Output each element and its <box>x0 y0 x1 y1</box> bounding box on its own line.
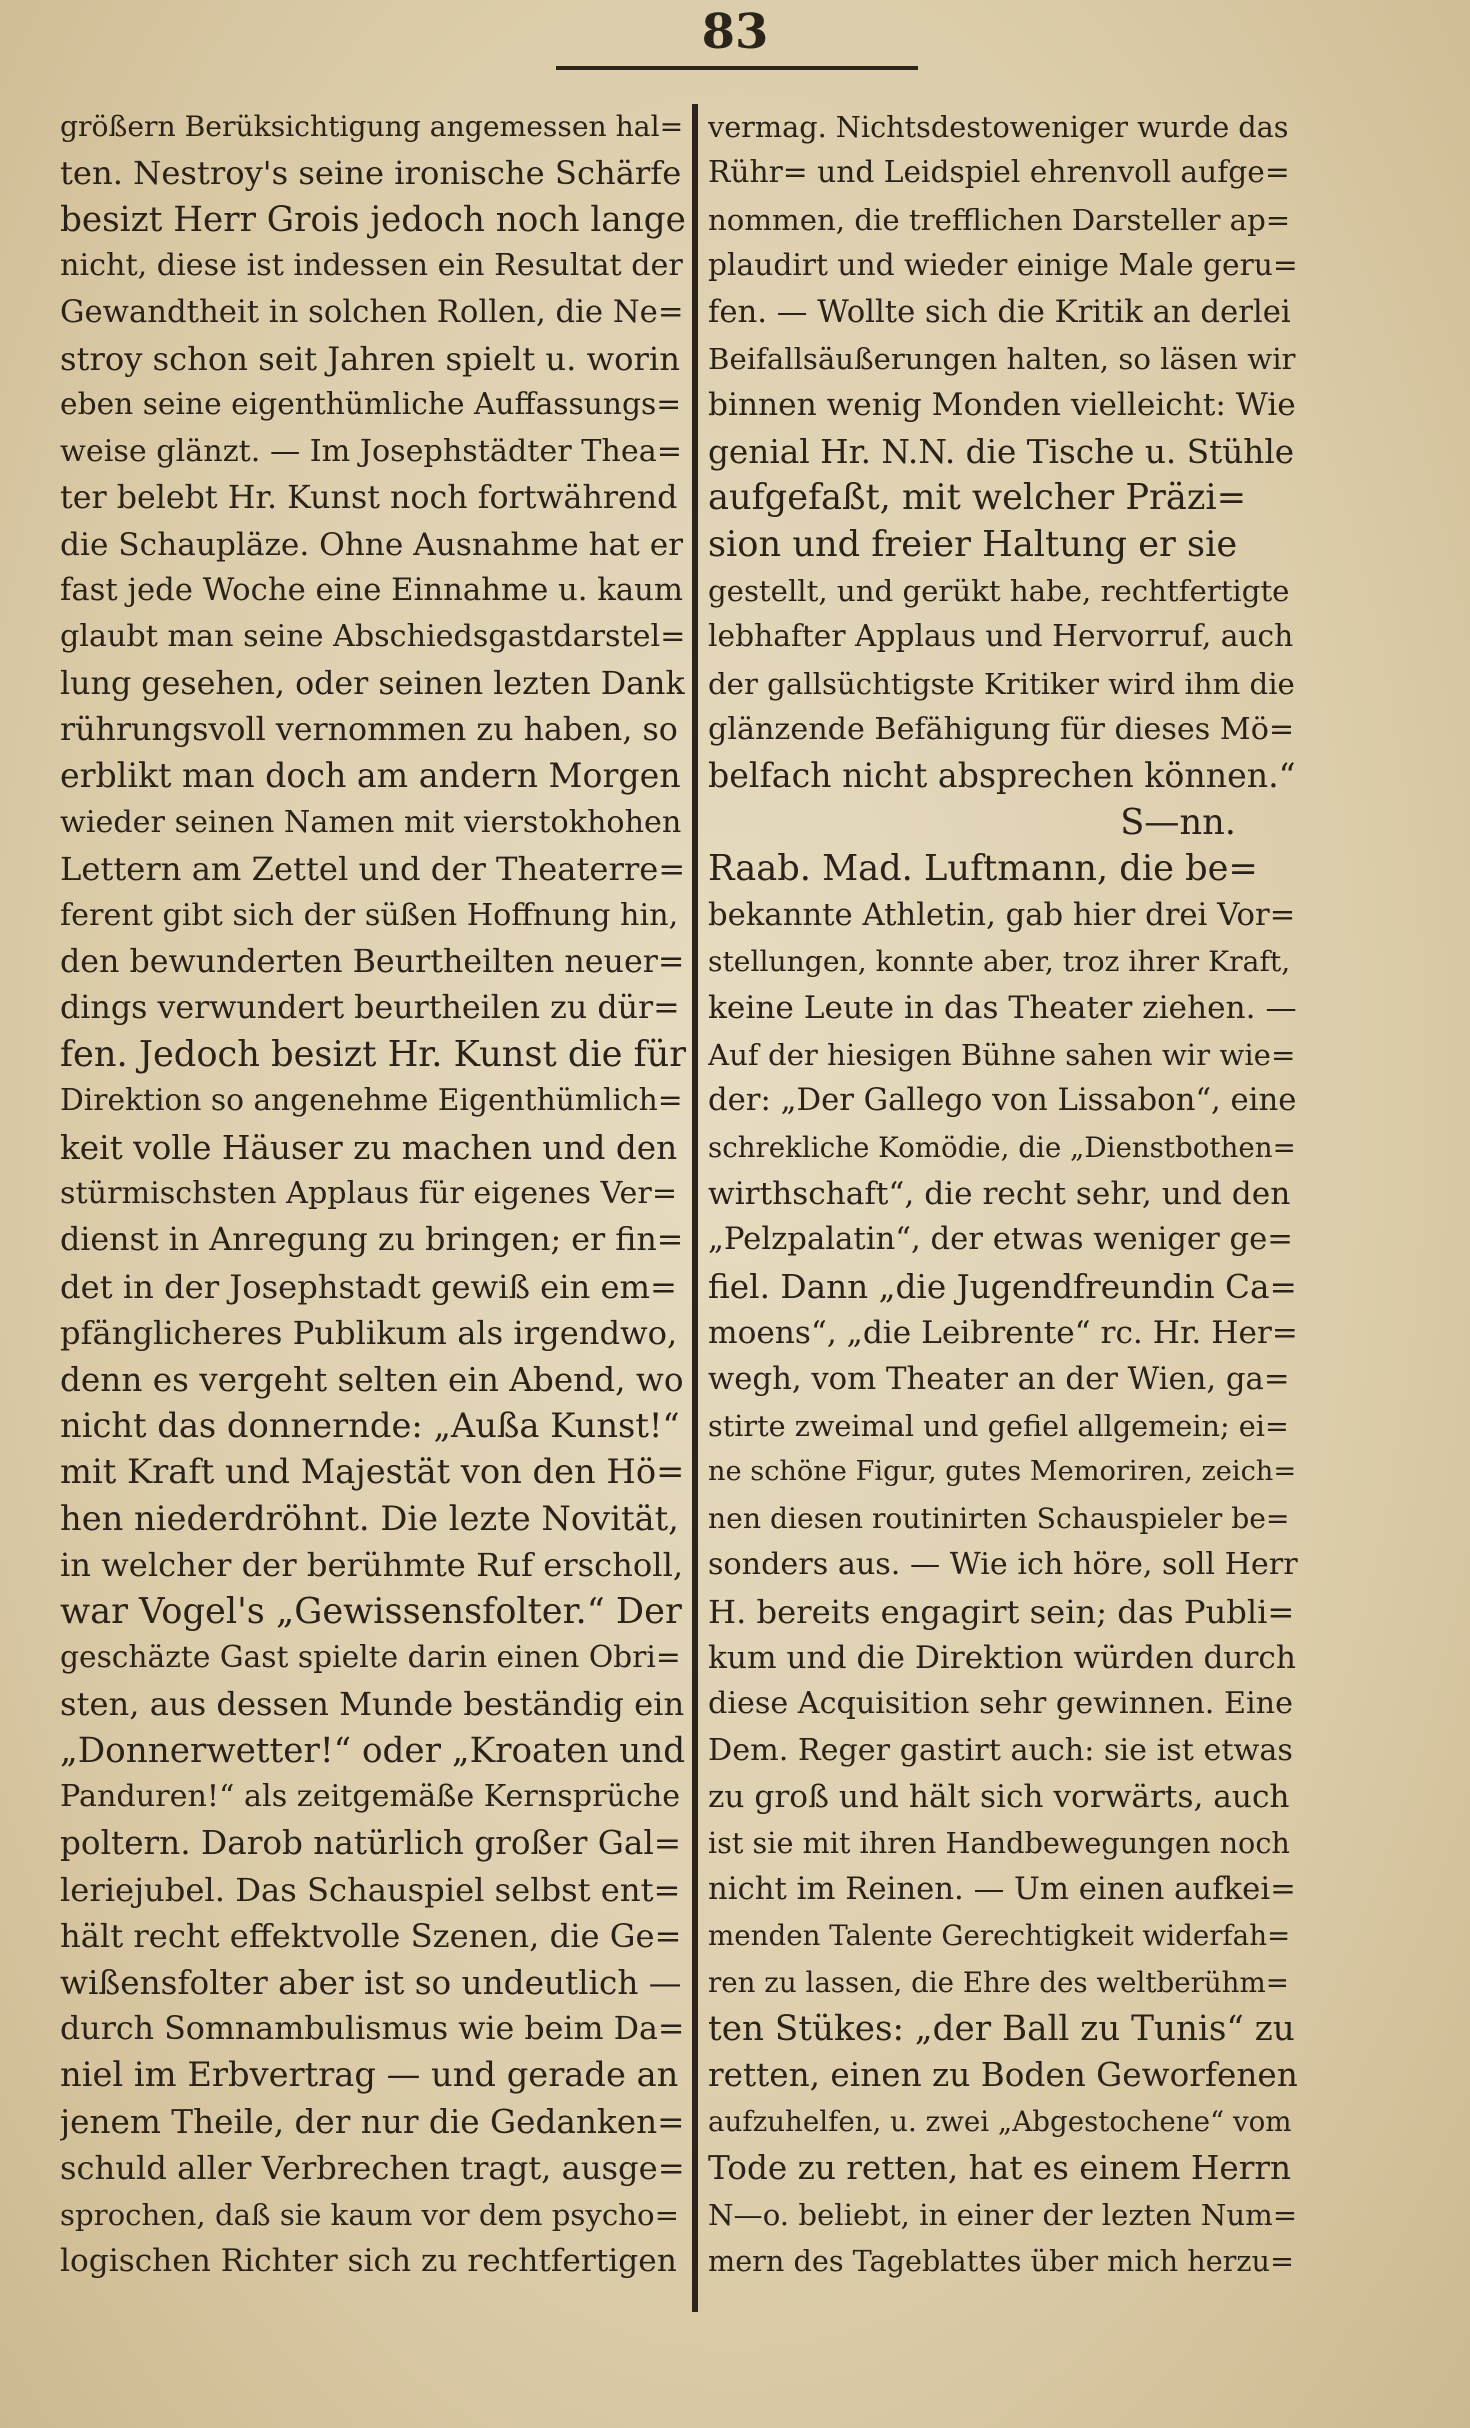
text-line: ist sie mit ihren Handbewegungen noch <box>708 1826 1290 1861</box>
text-line: stirte zweimal und gefiel allgemein; ei= <box>708 1408 1289 1443</box>
text-line: Direktion so angenehme Eigenthümlich= <box>60 1083 683 1119</box>
text-line: nicht im Reinen. — Um einen aufkei= <box>708 1871 1296 1907</box>
text-line: schuld aller Verbrechen tragt, ausge= <box>60 2149 685 2188</box>
text-line: wißensfolter aber ist so undeutlich — <box>60 1963 682 2002</box>
text-line: Panduren!“ als zeitgemäße Kernsprüche <box>60 1779 681 1815</box>
right-text-column <box>708 104 1298 2344</box>
text-line: vermag. Nichtsdestoweniger wurde das <box>708 110 1289 144</box>
text-line: moens“, „die Leibrente“ rc. Hr. Her= <box>708 1315 1298 1352</box>
text-line: nicht, diese ist indessen ein Resultat der <box>60 248 683 284</box>
text-line: stürmischsten Applaus für eigenes Ver= <box>60 1175 678 1211</box>
text-line: nommen, die trefflichen Darsteller ap= <box>708 202 1291 237</box>
text-line: genial Hr. N.N. die Tische u. Stühle <box>708 432 1295 471</box>
text-line: glaubt man seine Abschiedsgastdarstel= <box>60 619 686 655</box>
text-line: det in der Josephstadt gewiß ein em= <box>60 1267 678 1306</box>
text-line: fen. Jedoch besizt Hr. Kunst die für <box>60 1033 686 1075</box>
text-line: H. bereits engagirt sein; das Publi= <box>708 1592 1295 1631</box>
text-line: besizt Herr Grois jedoch noch lange <box>60 199 686 240</box>
text-line: der: „Der Gallego von Lissabon“, eine <box>708 1083 1297 1119</box>
text-line: dienst in Anregung zu bringen; er fin= <box>60 1222 684 1259</box>
text-line: wirthschaft“, die recht sehr, und den <box>708 1175 1291 1212</box>
text-line: Gewandtheit in solchen Rollen, die Ne= <box>60 294 684 330</box>
text-line: stellungen, konnte aber, troz ihrer Kraft, <box>708 945 1291 979</box>
text-line: lebhafter Applaus und Hervorruf, auch <box>708 619 1294 655</box>
text-line: logischen Richter sich zu rechtfertigen <box>60 2242 677 2279</box>
text-line: ferent gibt sich der süßen Hoffnung hin, <box>60 897 679 933</box>
text-line: plaudirt und wieder einige Male geru= <box>708 248 1298 284</box>
text-line: belfach nicht absprechen können.“ <box>708 756 1296 796</box>
text-line: stroy schon seit Jahren spielt u. worin <box>60 339 680 378</box>
text-line: sonders aus. — Wie ich höre, soll Herr <box>708 1547 1298 1583</box>
text-line: S—nn. <box>1120 801 1236 843</box>
text-line: Lettern am Zettel und der Theaterre= <box>60 850 686 889</box>
text-line: menden Talente Gerechtigkeit widerfah= <box>708 1919 1291 1953</box>
text-line: geschäzte Gast spielte darin einen Obri= <box>60 1639 681 1675</box>
text-line: sion und freier Haltung er sie <box>708 523 1238 565</box>
text-line: rührungsvoll vernommen zu haben, so <box>60 712 678 749</box>
text-line: keine Leute in das Theater ziehen. — <box>708 990 1297 1027</box>
text-line: Beifallsäußerungen halten, so läsen wir <box>708 341 1296 376</box>
text-line: erblikt man doch am andern Morgen <box>60 756 681 796</box>
text-line: die Schaupläze. Ohne Ausnahme hat er <box>60 526 684 563</box>
text-line: keit volle Häuser zu machen und den <box>60 1128 678 1167</box>
text-line: wegh, vom Theater an der Wien, ga= <box>708 1361 1290 1397</box>
text-line: sprochen, daß sie kaum vor dem psycho= <box>60 2197 680 2232</box>
text-line: Raab. Mad. Luftmann, die be= <box>708 848 1258 890</box>
text-line: aufzuhelfen, u. zwei „Abgestochene“ vom <box>708 2104 1292 2138</box>
text-line: Dem. Reger gastirt auch: sie ist etwas <box>708 1732 1293 1768</box>
text-line: „Pelzpalatin“, der etwas weniger ge= <box>708 1222 1294 1258</box>
text-line: ren zu lassen, die Ehre des weltberühm= <box>708 1965 1289 1999</box>
text-line: fiel. Dann „die Jugendfreundin Ca= <box>708 1267 1297 1306</box>
text-line: „Donnerwetter!“ oder „Kroaten und <box>60 1730 686 1771</box>
text-line: ten Stükes: „der Ball zu Tunis“ zu <box>708 2009 1295 2050</box>
text-line: Tode zu retten, hat es einem Herrn <box>708 2149 1291 2188</box>
text-line: kum und die Direktion würden durch <box>708 1639 1296 1676</box>
text-line: mern des Tageblattes über mich herzu= <box>708 2243 1295 2278</box>
text-line: den bewunderten Beurtheilten neuer= <box>60 944 685 981</box>
text-line: größern Berüksichtigung angemessen hal= <box>60 110 684 143</box>
text-line: bekannte Athletin, gab hier drei Vor= <box>708 897 1296 933</box>
text-line: hen niederdröhnt. Die lezte Novität, <box>60 1498 679 1538</box>
text-line: in welcher der berühmte Ruf erscholl, <box>60 1546 684 1585</box>
text-line: niel im Erbvertrag — und gerade an <box>60 2055 679 2095</box>
text-line: lung gesehen, oder seinen lezten Dank <box>60 665 685 702</box>
text-line: war Vogel's „Gewissensfolter.“ Der <box>60 1590 682 1632</box>
text-line: pfänglicheres Publikum als irgendwo, <box>60 1314 678 1353</box>
text-line: mit Kraft und Majestät von den Hö= <box>60 1452 685 1492</box>
text-line: zu groß und hält sich vorwärts, auch <box>708 1779 1290 1816</box>
text-line: diese Acquisition sehr gewinnen. Eine <box>708 1686 1293 1722</box>
text-line: sten, aus dessen Munde beständig ein <box>60 1685 685 1724</box>
header-rule <box>556 66 918 70</box>
text-line: binnen wenig Monden vielleicht: Wie <box>708 387 1296 424</box>
text-line: nen diesen routinirten Schauspieler be= <box>708 1501 1290 1535</box>
text-line: weise glänzt. — Im Josephstädter Thea= <box>60 433 682 469</box>
text-line: fast jede Woche eine Einnahme u. kaum <box>60 572 684 608</box>
text-line: ten. Nestroy's seine ironische Schärfe <box>60 154 682 193</box>
text-line: dings verwundert beurtheilen zu dür= <box>60 990 680 1027</box>
left-text-column <box>60 104 686 2344</box>
text-line: jenem Theile, der nur die Gedanken= <box>60 2102 685 2141</box>
text-line: der gallsüchtigste Kritiker wird ihm die <box>708 666 1295 701</box>
page-number: 83 <box>701 4 769 60</box>
text-line: gestellt, und gerükt habe, rechtfertigte <box>708 573 1290 608</box>
text-line: wieder seinen Namen mit vierstokhohen <box>60 804 682 840</box>
text-line: ter belebt Hr. Kunst noch fortwährend <box>60 480 678 517</box>
text-line: glänzende Befähigung für dieses Mö= <box>708 712 1295 748</box>
text-line: Rühr= und Leidspiel ehrenvoll aufge= <box>708 155 1290 191</box>
text-line: Auf der hiesigen Bühne sahen wir wie= <box>708 1037 1296 1072</box>
text-line: fen. — Wollte sich die Kritik an derlei <box>708 294 1291 330</box>
text-line: N—o. beliebt, in einer der lezten Num= <box>708 2197 1298 2232</box>
text-line: leriejubel. Das Schauspiel selbst ent= <box>60 1870 681 1909</box>
text-line: nicht das donnernde: „Außa Kunst!“ <box>60 1405 680 1445</box>
text-line: hält recht effektvolle Szenen, die Ge= <box>60 1917 682 1956</box>
column-divider <box>692 104 698 2312</box>
text-line: ne schöne Figur, gutes Memoriren, zeich= <box>708 1456 1297 1488</box>
text-line: schrekliche Komödie, die „Dienstbothen= <box>708 1130 1296 1164</box>
text-line: poltern. Darob natürlich großer Gal= <box>60 1824 682 1863</box>
text-line: aufgefaßt, mit welcher Präzi= <box>708 477 1247 519</box>
text-line: retten, einen zu Boden Geworfenen <box>708 2056 1298 2095</box>
text-line: durch Somnambulismus wie beim Da= <box>60 2011 685 2048</box>
text-line: denn es vergeht selten ein Abend, wo <box>60 1360 684 1399</box>
text-line: eben seine eigenthümliche Auffassungs= <box>60 387 682 423</box>
